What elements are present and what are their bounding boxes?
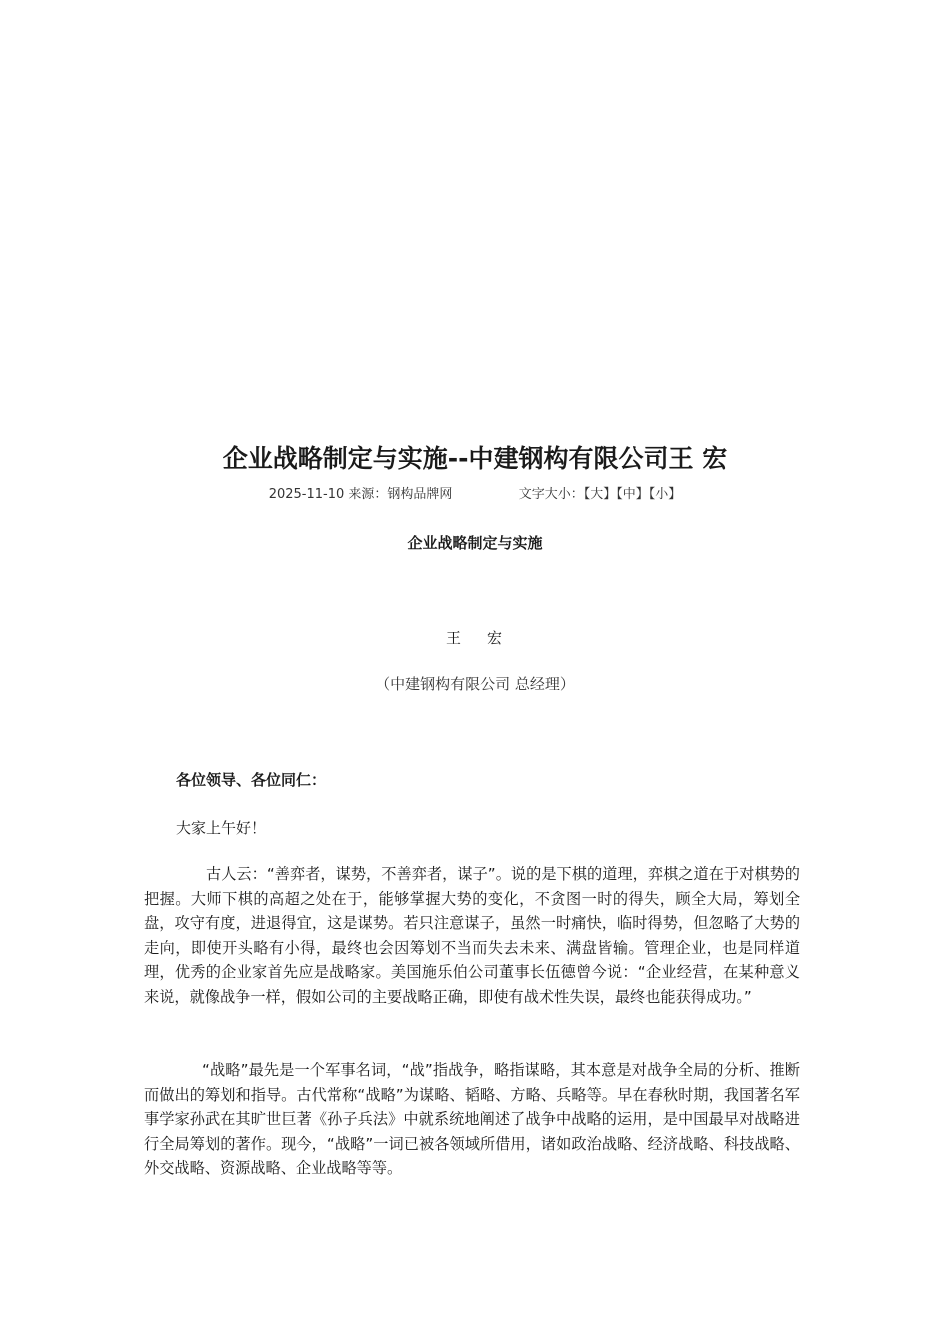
author-first: 王 — [445, 629, 463, 647]
article-title: 企业战略制定与实施--中建钢构有限公司王 宏 — [222, 444, 728, 473]
font-size-medium-link[interactable]: 【中】 — [616, 487, 649, 502]
publish-date: 2025-11-10 — [268, 487, 345, 502]
author-affiliation: （中建钢构有限公司 总经理） — [375, 675, 575, 693]
author-last: 宏 — [487, 629, 505, 647]
paragraph-2: “战略”最先是一个军事名词，“战”指战争，略指谋略，其本意是对战争全局的分析、推断而做出的筹划和指导。古代常称“战略”为谋略、韬略、方略、兵略等。早在春秋时期，我国著名军事学家孙武在其旷世巨著《孙子兵法》中就系统地阐述了战争中战略的运用，是中国最早对战略进行全局筹划的著作。现今，“战略”一词已被各领域所借用，诸如政治战略、经济战略、科技战略、外交战略、资源战略、企业战略等等。 — [144, 1061, 800, 1178]
greeting: 大家上午好！ — [176, 819, 267, 837]
paragraph-1: 古人云：“善弈者，谋势，不善弈者，谋子”。说的是下棋的道理，弈棋之道在于对棋势的把握。大师下棋的高超之处在于，能够掌握大势的变化，不贪图一时的得失，顾全大局，筹划全盘，攻守有度，进退得宜，这是谋势。若只注意谋子，虽然一时痛快，临时得势，但忽略了大势的走向，即使开头略有小得，最终也会因筹划不当而失去未来、满盘皆输。管理企业，也是同样道理，优秀的企业家首先应是战略家。美国施乐伯公司董事长伍德曾今说：“企业经营，在某种意义来说，就像战争一样，假如公司的主要战略正确，即使有战术性失误，最终也能获得成功。” — [144, 865, 800, 1006]
article-meta — [0, 486, 950, 504]
source-label: 来源： — [348, 487, 388, 502]
font-size-large-link[interactable]: 【大】 — [583, 487, 617, 502]
font-size-label: 文字大小： — [518, 487, 584, 502]
font-size-small-link[interactable]: 【小】 — [648, 487, 682, 502]
author-name — [0, 627, 950, 649]
article-subtitle: 企业战略制定与实施 — [407, 534, 543, 552]
salutation: 各位领导、各位同仁： — [176, 771, 327, 789]
source-name: 钢构品牌网 — [387, 487, 453, 502]
